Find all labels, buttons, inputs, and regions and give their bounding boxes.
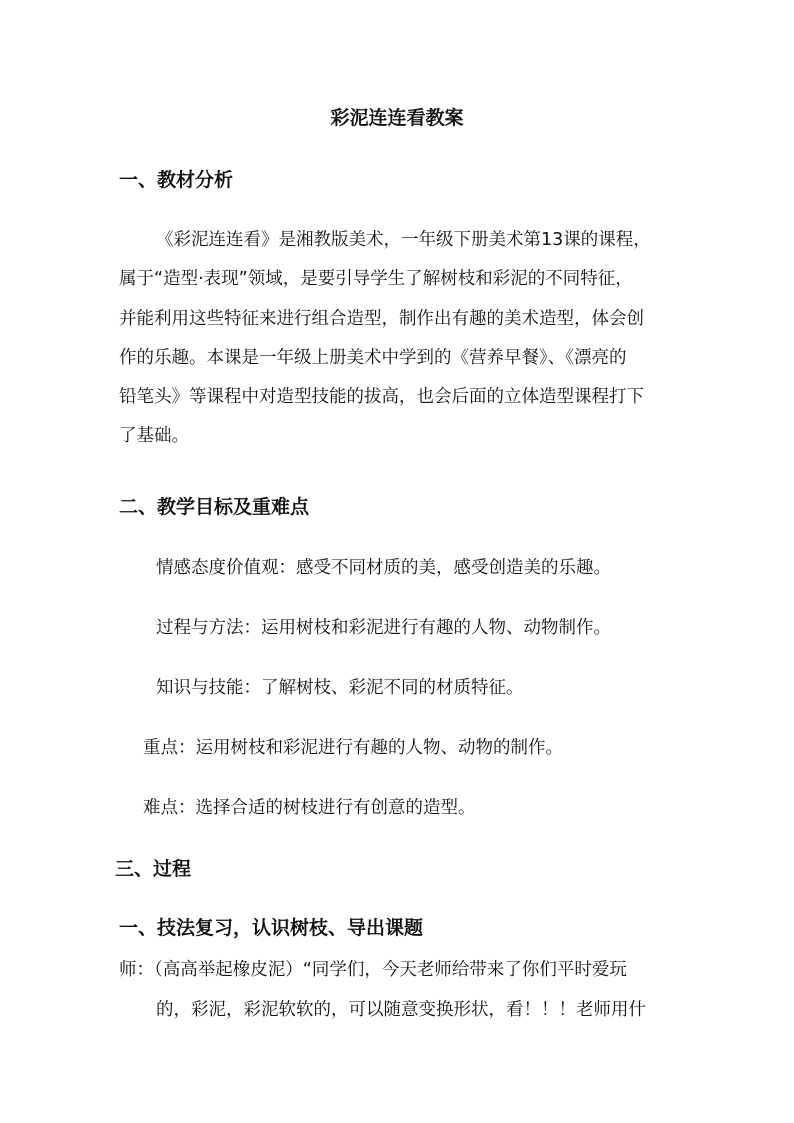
paragraph-line: 并能利用这些特征来进行组合造型，制作出有趣的美术造型，体会创 [119,309,644,329]
goal-item: 知识与技能：了解树枝、彩泥不同的材质特征。 [156,678,524,698]
goal-item: 过程与方法：运用树枝和彩泥进行有趣的人物、动物制作。 [156,618,611,638]
key-point: 重点：运用树枝和彩泥进行有趣的人物、动物的制作。 [143,738,563,758]
section-heading-materials: 一、教材分析 [119,169,234,191]
section-heading-goals: 二、教学目标及重难点 [119,496,310,518]
process-line: 师：（高高举起橡皮泥）“同学们，今天老师给带来了你们平时爱玩 [119,960,627,980]
paragraph-line: 作的乐趣。本课是一年级上册美术中学到的《营养早餐》、《漂亮的 [119,348,627,368]
paragraph-line: 属于“造型·表现”领域，是要引导学生了解树枝和彩泥的不同特征， [119,269,633,289]
difficult-point: 难点：选择合适的树枝进行有创意的造型。 [143,798,476,818]
paragraph-line: 了基础。 [119,426,189,446]
goal-item: 情感态度价值观：感受不同材质的美，感受创造美的乐趣。 [156,558,611,578]
document-title: 彩泥连连看教案 [330,107,464,129]
step-heading: 一、技法复习，认识树枝、导出课题 [119,917,424,939]
process-line: 的，彩泥，彩泥软软的，可以随意变换形状，看！！！老师用什 [156,1000,646,1020]
paragraph-line: 《彩泥连连看》是湘教版美术，一年级下册美术第13课的课程， [156,230,651,250]
paragraph-line: 铅笔头》等课程中对造型技能的拔高，也会后面的立体造型课程打下 [119,387,644,407]
section-heading-process: 三、过程 [115,858,192,880]
